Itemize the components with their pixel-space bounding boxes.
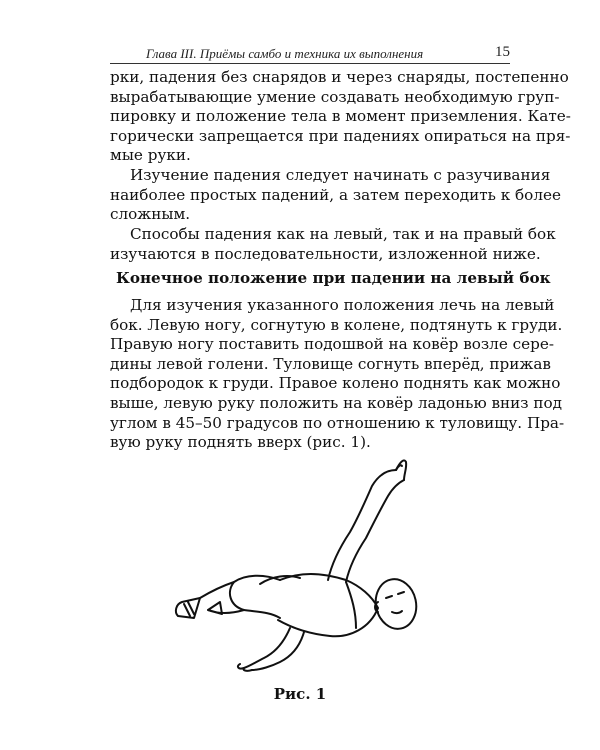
torso (278, 574, 378, 636)
wrestler-illustration (160, 452, 450, 672)
text-line: вую руку поднять вверх (рис. 1). (110, 433, 371, 452)
shin-1 (200, 582, 234, 598)
floor-arm-inner (252, 632, 304, 670)
paragraph-2 (110, 166, 561, 225)
face-eye (386, 592, 404, 598)
text-line: Правую ногу поставить подошвой на ковёр возле сере- (110, 335, 554, 354)
figure-caption: Рис. 1 (273, 685, 327, 703)
text-line: горически запрещается при падениях опираться на пря- (110, 126, 571, 145)
chapter-title: Глава III. Приёмы самбо и техника их выполнения (146, 46, 424, 61)
text-line: мые руки. (110, 146, 191, 165)
page-number: 15 (495, 44, 510, 60)
raised-arm-inner (346, 480, 404, 582)
text-line: углом в 45–50 градусов по отношению к туловищу. Пра- (110, 413, 565, 432)
text-line: вырабатывающие умение создавать необходимую груп- (110, 87, 560, 106)
text-line: рки, падения без снарядов и через снаряды, постепенно (110, 68, 569, 86)
section-heading: Конечное положение при падении на левый бок (116, 269, 551, 287)
floor-arm (244, 628, 290, 668)
paragraph-3 (110, 225, 556, 264)
text-line: пировку и положение тела в момент приземления. Кате- (110, 107, 571, 126)
header-rule (110, 63, 510, 64)
raised-hand (396, 460, 406, 480)
raised-arm (328, 470, 396, 580)
text-line: дины левой голени. Туловище согнуть вперёд, прижав (110, 354, 551, 373)
shoe-1 (176, 598, 200, 618)
text-line: выше, левую руку положить на ковёр ладонью вниз под (110, 393, 563, 412)
text-line: Для изучения указанного положения лечь на левый (130, 296, 555, 314)
face-mouth (392, 611, 402, 613)
text-line: сложным. (110, 205, 191, 224)
text-line: изучаются в последовательности, изложенной ниже. (110, 244, 541, 263)
text-line: подбородок к груди. Правое колено поднять как можно (110, 374, 561, 393)
text-line: бок. Левую ногу, согнутую в колене, подтянуть к груди. (110, 315, 563, 334)
head (371, 575, 421, 632)
singlet-strap (346, 582, 356, 628)
text-line: наиболее простых падений, а затем переходить к более (110, 185, 561, 204)
text-line: Изучение падения следует начинать с разучивания (130, 166, 551, 184)
paragraph-1 (110, 68, 571, 166)
text-line: Способы падения как на левый, так и на правый бок (130, 225, 556, 243)
section-paragraph (110, 296, 565, 453)
